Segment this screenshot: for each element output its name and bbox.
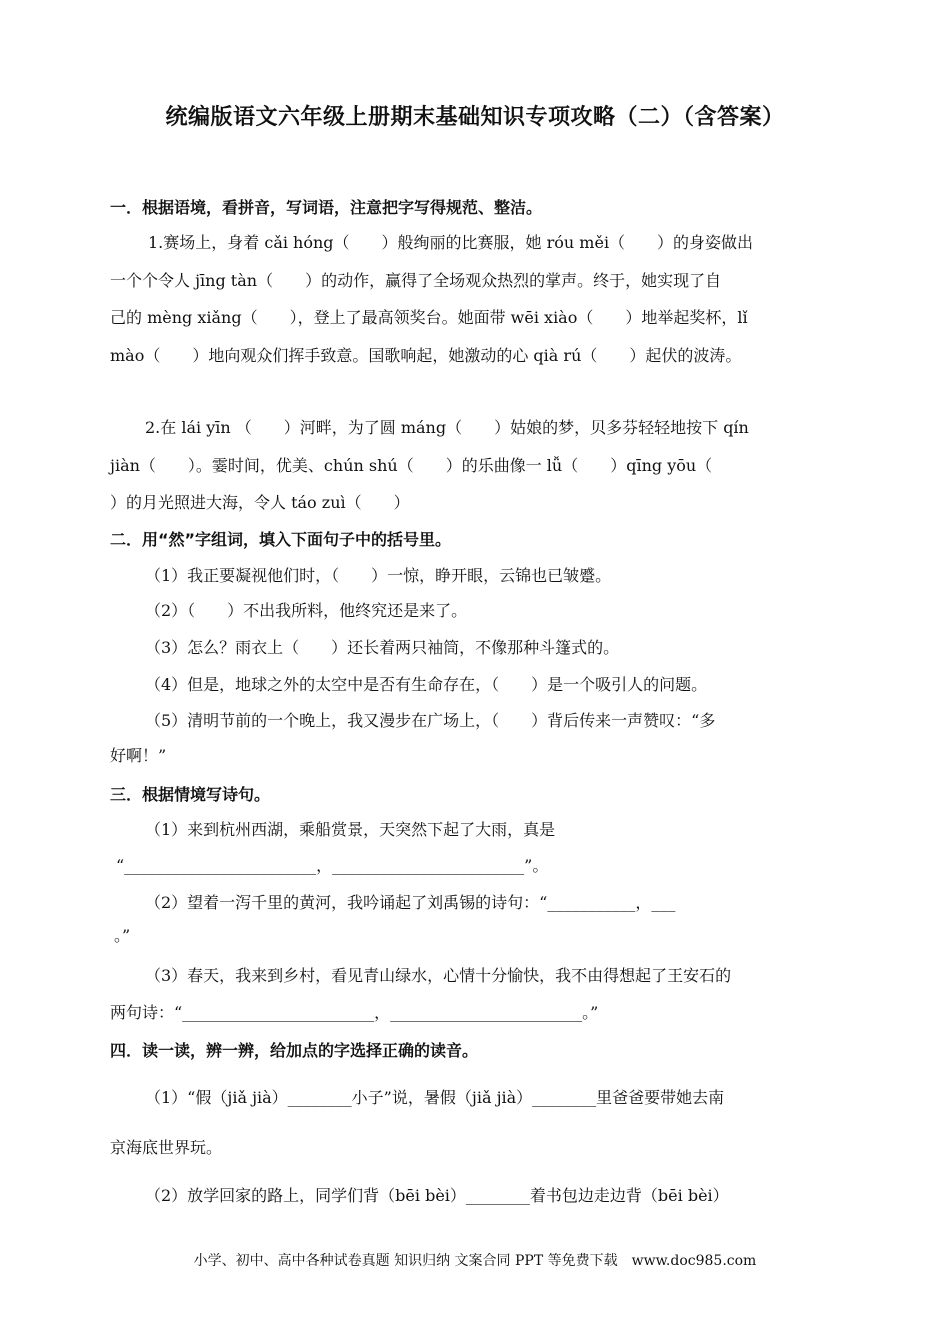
text-line: （4）但是，地球之外的太空中是否有生命存在，（ ）是一个吸引人的问题。 xyxy=(145,675,708,694)
text-line: 2.在 lái yīn （ ）河畔，为了圆 máng（ ）姑娘的梦，贝多芬轻轻地按下 qín xyxy=(145,418,749,437)
text-line: （1）我正要凝视他们时，（ ）一惊，睁开眼，云锦也已皱蹙。 xyxy=(145,566,612,585)
text-line: （2）放学回家的路上，同学们背（bēi bèi）________着书包边走边背（bēi bèi） xyxy=(145,1186,729,1205)
text-line: “________________________，________________________”。 xyxy=(116,856,549,875)
text-line: 己的 mèng xiǎng（ ），登上了最高领奖台。她面带 wēi xiào（ ）地举起奖杯，lǐ xyxy=(110,308,748,327)
text-line: （5）清明节前的一个晚上，我又漫步在广场上，（ ）背后传来一声赞叹：“多 xyxy=(145,711,716,730)
page-footer: 小学、初中、高中各种试卷真题 知识归纳 文案合同 PPT 等免费下载 www.doc985.com xyxy=(193,1253,757,1269)
text-line: 京海底世界玩。 xyxy=(110,1138,223,1157)
section-4-heading: 四．读一读，辨一辨，给加点的字选择正确的读音。 xyxy=(110,1041,479,1060)
text-line: 1.赛场上，身着 cǎi hóng（ ）般绚丽的比赛服，她 róu měi（ ）的身姿做出 xyxy=(148,233,754,252)
section-2-heading: 二．用“然”字组词，填入下面句子中的括号里。 xyxy=(110,530,452,549)
text-line: 两句诗：“________________________，________________________。” xyxy=(110,1003,599,1022)
section-3-heading: 三．根据情境写诗句。 xyxy=(110,785,271,804)
page-title: 统编版语文六年级上册期末基础知识专项攻略（二）（含答案） xyxy=(165,105,785,130)
text-line: 一个个令人 jīng tàn（ ）的动作，赢得了全场观众热烈的掌声。终于，她实现了自 xyxy=(110,271,722,290)
text-line: （3）春天，我来到乡村，看见青山绿水，心情十分愉快，我不由得想起了王安石的 xyxy=(145,966,732,985)
text-line: （3）怎么？雨衣上（ ）还长着两只袖筒，不像那种斗篷式的。 xyxy=(145,638,620,657)
text-line: jiàn（ ）。霎时间，优美、chún shú（ ）的乐曲像一 lǚ（ ）qīng yōu（ xyxy=(110,456,713,475)
text-line: 。” xyxy=(114,926,131,945)
text-line: mào（ ）地向观众们挥手致意。国歌响起，她激动的心 qià rú（ ）起伏的波涛。 xyxy=(110,346,742,365)
text-line: （2）（ ）不出我所料，他终究还是来了。 xyxy=(145,601,468,620)
text-line: （1）来到杭州西湖，乘船赏景，天突然下起了大雨，真是 xyxy=(145,820,556,839)
text-line: （1）“假（jiǎ jià）________小子”说，暑假（jiǎ jià）________里爸爸要带她去南 xyxy=(145,1088,725,1107)
text-line: （2）望着一泻千里的黄河，我吟诵起了刘禹锡的诗句：“___________，___ xyxy=(145,893,676,912)
text-line: ）的月光照进大海，令人 táo zuì（ ） xyxy=(110,493,410,512)
section-1-heading: 一．根据语境，看拼音，写词语，注意把字写得规范、整洁。 xyxy=(110,198,543,217)
text-line: 好啊！” xyxy=(110,746,167,765)
